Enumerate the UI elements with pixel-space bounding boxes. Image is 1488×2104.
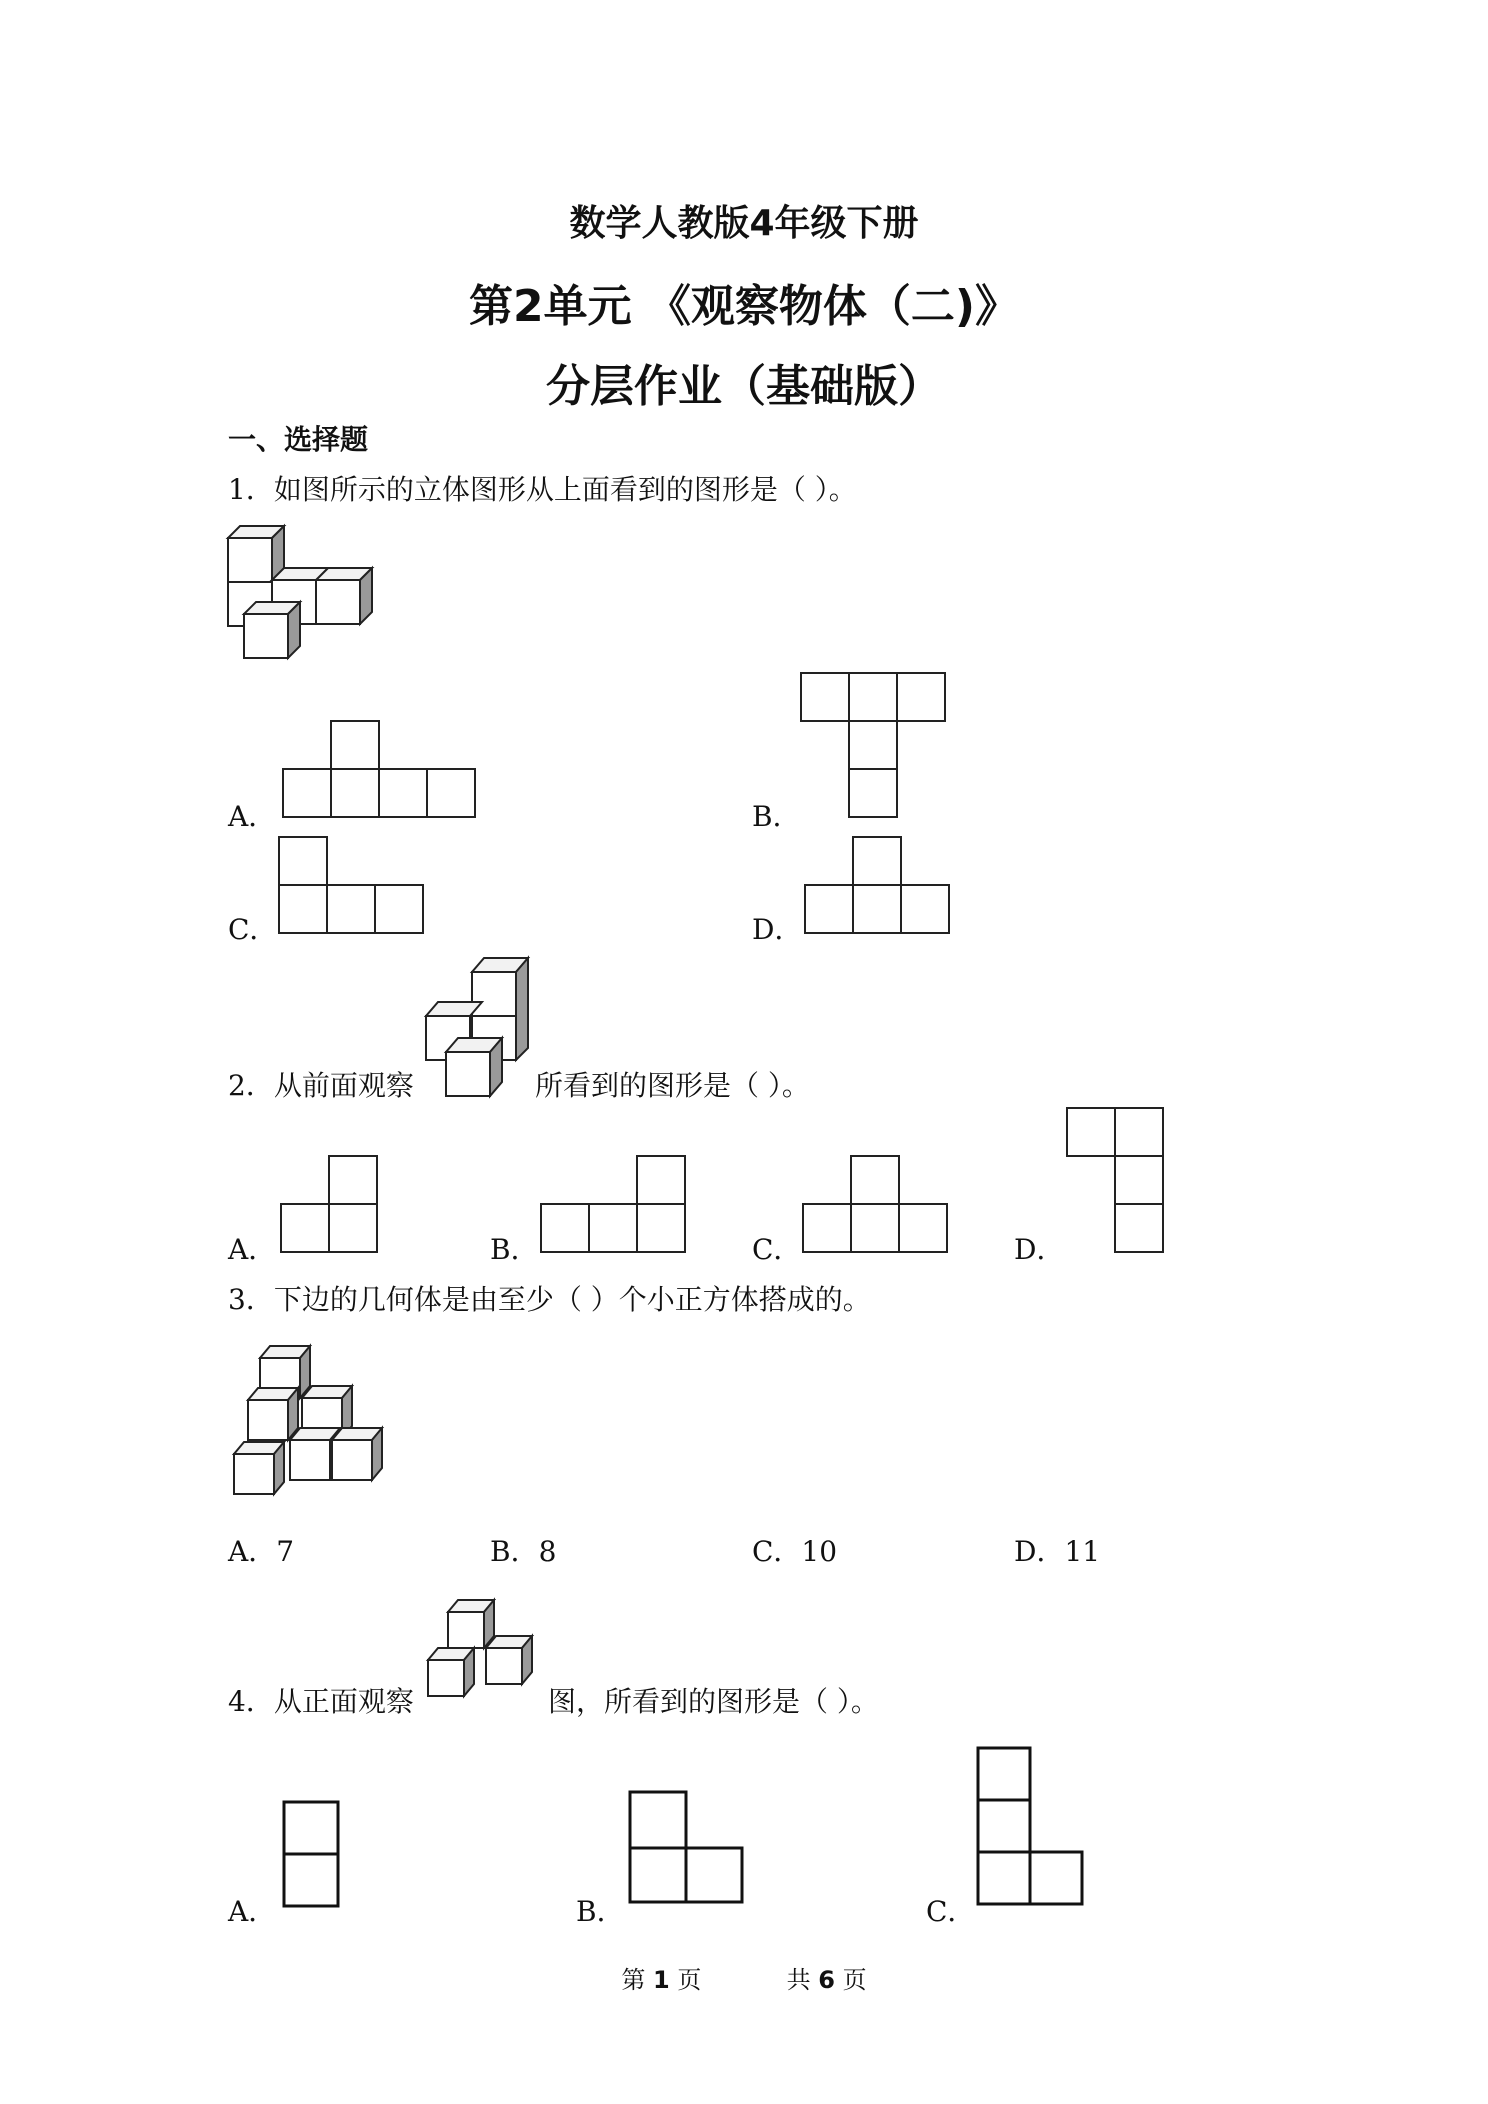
worksheet-title: 分层作业（基础版） [546, 361, 942, 412]
q3-option-a[interactable]: A．7 [228, 1535, 295, 1568]
q3-option-b[interactable]: B．8 [490, 1535, 557, 1568]
q3-solid-figure [232, 1340, 412, 1510]
q2-option-d-figure [1066, 1107, 1166, 1257]
page-footer [0, 1960, 1488, 1995]
unit-title: 第2单元 《观察物体（二)》 [468, 281, 1020, 332]
q4-option-b[interactable]: B． [576, 1895, 625, 1928]
q1-option-d[interactable]: D． [752, 913, 803, 946]
q3-option-c[interactable]: C．10 [752, 1535, 838, 1568]
q2-option-c-figure [802, 1155, 952, 1255]
q3-option-d[interactable]: D．11 [1014, 1535, 1101, 1568]
footer-page-number: 1 [653, 1966, 670, 1994]
q4-option-a[interactable]: A． [228, 1895, 277, 1928]
footer-total-prefix: 共 [786, 1966, 811, 1994]
section-title: 一、选择题 [228, 423, 369, 456]
q4-option-c-figure [976, 1746, 1088, 1910]
q1-option-c-figure [278, 836, 428, 936]
question-4-stem-start: 4．从正面观察 [228, 1685, 414, 1718]
q2-option-d[interactable]: D． [1014, 1233, 1065, 1266]
q2-option-a-figure [280, 1155, 380, 1255]
footer-total-suffix: 页 [842, 1966, 867, 1994]
q4-solid-figure [424, 1596, 554, 1706]
doc-subtitle: 数学人教版4年级下册 [569, 203, 919, 244]
q1-option-b-figure [800, 672, 950, 822]
question-1-stem: 1．如图所示的立体图形从上面看到的图形是（ ）。 [228, 473, 857, 506]
q4-option-a-figure [282, 1800, 342, 1910]
q4-option-c[interactable]: C． [926, 1895, 976, 1928]
footer-total-pages: 6 [818, 1966, 835, 1994]
q1-solid-figure [224, 522, 384, 672]
question-2-stem-start: 2．从前面观察 [228, 1069, 414, 1102]
question-4-stem-end: 图，所看到的图形是（ ）。 [548, 1685, 879, 1718]
q2-option-a[interactable]: A． [228, 1233, 277, 1266]
q2-option-c[interactable]: C． [752, 1233, 802, 1266]
q1-option-d-figure [804, 836, 954, 936]
footer-page-prefix: 第 [621, 1966, 646, 1994]
q1-option-c[interactable]: C． [228, 913, 278, 946]
q2-solid-figure [424, 952, 544, 1100]
q2-option-b-figure [540, 1155, 690, 1255]
question-3-stem: 3．下边的几何体是由至少（ ）个小正方体搭成的。 [228, 1283, 871, 1316]
q1-option-a-figure [280, 720, 480, 820]
q1-option-b[interactable]: B． [752, 800, 801, 833]
q4-option-b-figure [628, 1790, 748, 1906]
q1-option-a[interactable]: A． [228, 800, 277, 833]
footer-page-suffix: 页 [677, 1966, 702, 1994]
q2-option-b[interactable]: B． [490, 1233, 539, 1266]
question-2-stem-end: 所看到的图形是（ ）。 [535, 1069, 810, 1102]
